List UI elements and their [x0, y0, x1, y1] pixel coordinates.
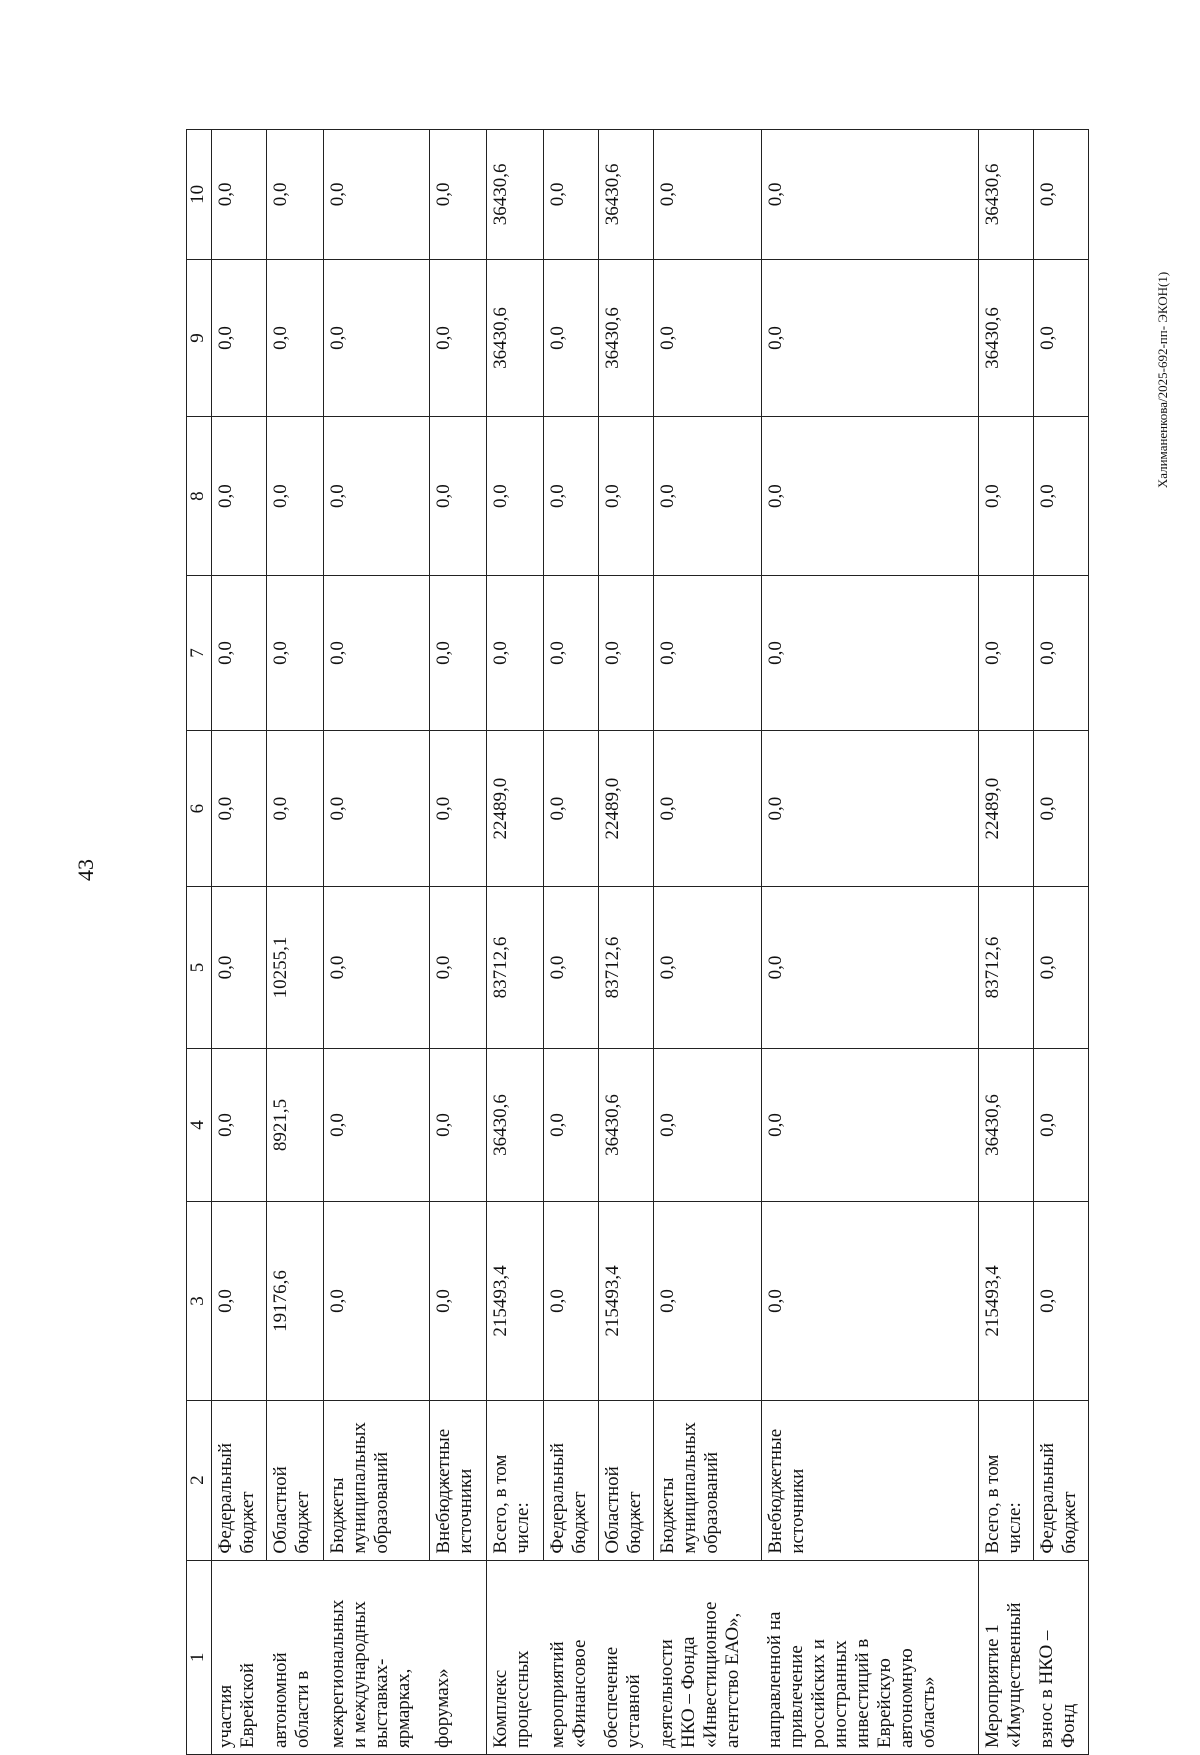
program-name-cell	[212, 1560, 267, 1754]
table-row	[544, 130, 599, 1755]
value-cell-col-5: 0,0	[544, 887, 599, 1048]
program-name-line: автономную	[896, 1648, 918, 1748]
value-cell-col-7: 0,0	[212, 576, 267, 731]
column-number-10: 10	[187, 130, 212, 260]
program-name-cell	[1033, 1560, 1088, 1754]
page-number: 43	[73, 859, 98, 881]
value-cell-col-3: 215493,4	[598, 1202, 653, 1400]
value-cell-col-5: 0,0	[1033, 887, 1088, 1048]
value-cell-col-10: 0,0	[212, 130, 267, 260]
value-cell-col-7: 0,0	[267, 576, 324, 731]
program-name-line: межрегиональных	[326, 1599, 348, 1748]
table-row	[979, 130, 1034, 1755]
program-name-cell	[653, 1560, 761, 1754]
table-row	[761, 130, 979, 1755]
program-name-line: инвестиций в	[852, 1638, 874, 1748]
value-cell-col-10: 0,0	[761, 130, 979, 260]
value-cell-col-6: 22489,0	[486, 731, 543, 887]
table-row	[486, 130, 543, 1755]
value-cell-col-7: 0,0	[544, 576, 599, 731]
value-cell-col-8: 0,0	[267, 417, 324, 576]
value-cell-col-3: 0,0	[761, 1202, 979, 1400]
value-cell-col-3: 215493,4	[486, 1202, 543, 1400]
program-name-line: «Инвестиционное	[700, 1601, 722, 1748]
program-name-line: российских и	[808, 1639, 830, 1748]
funding-source-cell: Федеральный бюджет	[212, 1400, 267, 1560]
program-name-line: привлечение	[786, 1645, 808, 1748]
value-cell-col-7: 0,0	[429, 576, 486, 731]
value-cell-col-9: 0,0	[653, 259, 761, 417]
program-name-line: «Имущественный	[1004, 1602, 1026, 1748]
program-name-cell	[761, 1560, 979, 1754]
funding-source-cell: Областной бюджет	[267, 1400, 324, 1560]
table-row	[429, 130, 486, 1755]
value-cell-col-6: 0,0	[653, 731, 761, 887]
value-cell-col-4: 0,0	[212, 1048, 267, 1202]
value-cell-col-10: 0,0	[429, 130, 486, 260]
value-cell-col-4: 36430,6	[486, 1048, 543, 1202]
value-cell-col-4: 0,0	[544, 1048, 599, 1202]
value-cell-col-6: 0,0	[267, 731, 324, 887]
value-cell-col-8: 0,0	[598, 417, 653, 576]
value-cell-col-4: 36430,6	[598, 1048, 653, 1202]
program-name-cell	[267, 1560, 324, 1754]
value-cell-col-9: 0,0	[1033, 259, 1088, 417]
value-cell-col-4: 0,0	[761, 1048, 979, 1202]
funding-source-cell: Внебюджетные источники	[761, 1400, 979, 1560]
value-cell-col-7: 0,0	[486, 576, 543, 731]
program-name-cell	[598, 1560, 653, 1754]
value-cell-col-6: 0,0	[761, 731, 979, 887]
funding-source-cell: Всего, в том числе:	[979, 1400, 1034, 1560]
value-cell-col-10: 36430,6	[486, 130, 543, 260]
value-cell-col-5: 0,0	[653, 887, 761, 1048]
value-cell-col-3: 0,0	[324, 1202, 429, 1400]
column-number-5: 5	[187, 887, 212, 1048]
value-cell-col-7: 0,0	[653, 576, 761, 731]
program-name-line: взнос в НКО –	[1036, 1630, 1058, 1748]
funding-source-cell: Областной бюджет	[598, 1400, 653, 1560]
funding-source-cell: Бюджеты муниципальных образований	[324, 1400, 429, 1560]
value-cell-col-9: 0,0	[267, 259, 324, 417]
program-name-line: автономной	[269, 1652, 291, 1748]
program-name-line: направленной на	[764, 1611, 786, 1748]
value-cell-col-5: 83712,6	[598, 887, 653, 1048]
value-cell-col-3: 0,0	[212, 1202, 267, 1400]
value-cell-col-5: 0,0	[212, 887, 267, 1048]
value-cell-col-9: 0,0	[761, 259, 979, 417]
value-cell-col-4: 36430,6	[979, 1048, 1034, 1202]
value-cell-col-9: 0,0	[324, 259, 429, 417]
value-cell-col-9: 0,0	[544, 259, 599, 417]
value-cell-col-6: 0,0	[1033, 731, 1088, 887]
program-name-line: процессных	[511, 1650, 533, 1748]
value-cell-col-4: 0,0	[324, 1048, 429, 1202]
value-cell-col-7: 0,0	[761, 576, 979, 731]
program-name-line: Еврейской	[237, 1662, 259, 1748]
value-cell-col-8: 0,0	[486, 417, 543, 576]
program-name-line: области в	[291, 1670, 313, 1748]
program-name-line: Комплекс	[489, 1669, 511, 1748]
table-row	[267, 130, 324, 1755]
program-name-cell	[324, 1560, 429, 1754]
program-name-line: уставной	[623, 1674, 645, 1748]
value-cell-col-6: 22489,0	[979, 731, 1034, 887]
program-name-line: Еврейскую	[874, 1658, 896, 1748]
funding-source-cell: Всего, в том числе:	[486, 1400, 543, 1560]
value-cell-col-9: 36430,6	[486, 259, 543, 417]
program-name-line: деятельности	[656, 1639, 678, 1748]
value-cell-col-3: 0,0	[1033, 1202, 1088, 1400]
table-row	[653, 130, 761, 1755]
value-cell-col-7: 0,0	[979, 576, 1034, 731]
value-cell-col-3: 215493,4	[979, 1202, 1034, 1400]
program-name-line: и международных	[348, 1601, 370, 1748]
value-cell-col-8: 0,0	[212, 417, 267, 576]
table-row	[598, 130, 653, 1755]
funding-source-cell: Федеральный бюджет	[1033, 1400, 1088, 1560]
value-cell-col-10: 0,0	[324, 130, 429, 260]
value-cell-col-6: 22489,0	[598, 731, 653, 887]
value-cell-col-3: 0,0	[429, 1202, 486, 1400]
table-row	[1033, 130, 1088, 1755]
program-name-cell	[486, 1560, 543, 1754]
value-cell-col-3: 0,0	[653, 1202, 761, 1400]
column-number-8: 8	[187, 417, 212, 576]
value-cell-col-5: 10255,1	[267, 887, 324, 1048]
column-number-row	[187, 130, 212, 1755]
value-cell-col-8: 0,0	[979, 417, 1034, 576]
funding-source-cell: Бюджеты муниципальных образований	[653, 1400, 761, 1560]
program-name-line: выставках-	[370, 1658, 392, 1748]
budget-table-rotated	[186, 129, 1089, 1755]
program-name-line: форумах»	[432, 1668, 454, 1748]
column-number-9: 9	[187, 259, 212, 417]
value-cell-col-4: 8921,5	[267, 1048, 324, 1202]
program-name-line: обеспечение	[601, 1646, 623, 1748]
value-cell-col-6: 0,0	[544, 731, 599, 887]
column-number-7: 7	[187, 576, 212, 731]
program-name-line: иностранных	[830, 1640, 852, 1748]
value-cell-col-6: 0,0	[429, 731, 486, 887]
value-cell-col-6: 0,0	[212, 731, 267, 887]
value-cell-col-9: 0,0	[429, 259, 486, 417]
value-cell-col-5: 83712,6	[979, 887, 1034, 1048]
value-cell-col-10: 36430,6	[598, 130, 653, 260]
value-cell-col-9: 0,0	[212, 259, 267, 417]
table-row	[324, 130, 429, 1755]
value-cell-col-9: 36430,6	[979, 259, 1034, 417]
value-cell-col-5: 0,0	[761, 887, 979, 1048]
value-cell-col-8: 0,0	[653, 417, 761, 576]
value-cell-col-4: 0,0	[1033, 1048, 1088, 1202]
program-name-cell	[544, 1560, 599, 1754]
program-name-line: область»	[918, 1676, 940, 1748]
column-number-3: 3	[187, 1202, 212, 1400]
value-cell-col-8: 0,0	[324, 417, 429, 576]
value-cell-col-9: 36430,6	[598, 259, 653, 417]
value-cell-col-7: 0,0	[324, 576, 429, 731]
column-number-4: 4	[187, 1048, 212, 1202]
value-cell-col-10: 0,0	[1033, 130, 1088, 260]
value-cell-col-8: 0,0	[544, 417, 599, 576]
document-footer-code: Халиманенкова/2025-692-пп- ЭКОН(1)	[1155, 271, 1170, 489]
value-cell-col-4: 0,0	[653, 1048, 761, 1202]
value-cell-col-5: 0,0	[324, 887, 429, 1048]
value-cell-col-8: 0,0	[429, 417, 486, 576]
table-row	[212, 130, 267, 1755]
value-cell-col-8: 0,0	[1033, 417, 1088, 576]
program-name-line: участия	[215, 1684, 237, 1748]
value-cell-col-10: 36430,6	[979, 130, 1034, 260]
program-name-cell	[979, 1560, 1034, 1754]
funding-source-cell: Внебюджетные источники	[429, 1400, 486, 1560]
value-cell-col-10: 0,0	[267, 130, 324, 260]
value-cell-col-3: 19176,6	[267, 1202, 324, 1400]
value-cell-col-5: 83712,6	[486, 887, 543, 1048]
value-cell-col-4: 0,0	[429, 1048, 486, 1202]
program-name-cell	[429, 1560, 486, 1754]
program-name-line: НКО – Фонда	[678, 1636, 700, 1748]
value-cell-col-7: 0,0	[1033, 576, 1088, 731]
program-name-line: «Финансовое	[568, 1639, 590, 1748]
value-cell-col-6: 0,0	[324, 731, 429, 887]
budget-table	[186, 129, 1089, 1755]
program-name-line: ярмарках,	[392, 1668, 414, 1748]
program-name-line: агентство ЕАО»,	[722, 1612, 744, 1748]
value-cell-col-3: 0,0	[544, 1202, 599, 1400]
program-name-line: мероприятий	[546, 1641, 568, 1748]
value-cell-col-8: 0,0	[761, 417, 979, 576]
column-number-6: 6	[187, 731, 212, 887]
column-number-2: 2	[187, 1400, 212, 1560]
value-cell-col-10: 0,0	[653, 130, 761, 260]
program-name-line: Фонд	[1058, 1703, 1080, 1748]
column-number-1: 1	[187, 1560, 212, 1754]
value-cell-col-5: 0,0	[429, 887, 486, 1048]
program-name-line: Мероприятие 1	[982, 1624, 1004, 1748]
value-cell-col-10: 0,0	[544, 130, 599, 260]
funding-source-cell: Федеральный бюджет	[544, 1400, 599, 1560]
value-cell-col-7: 0,0	[598, 576, 653, 731]
